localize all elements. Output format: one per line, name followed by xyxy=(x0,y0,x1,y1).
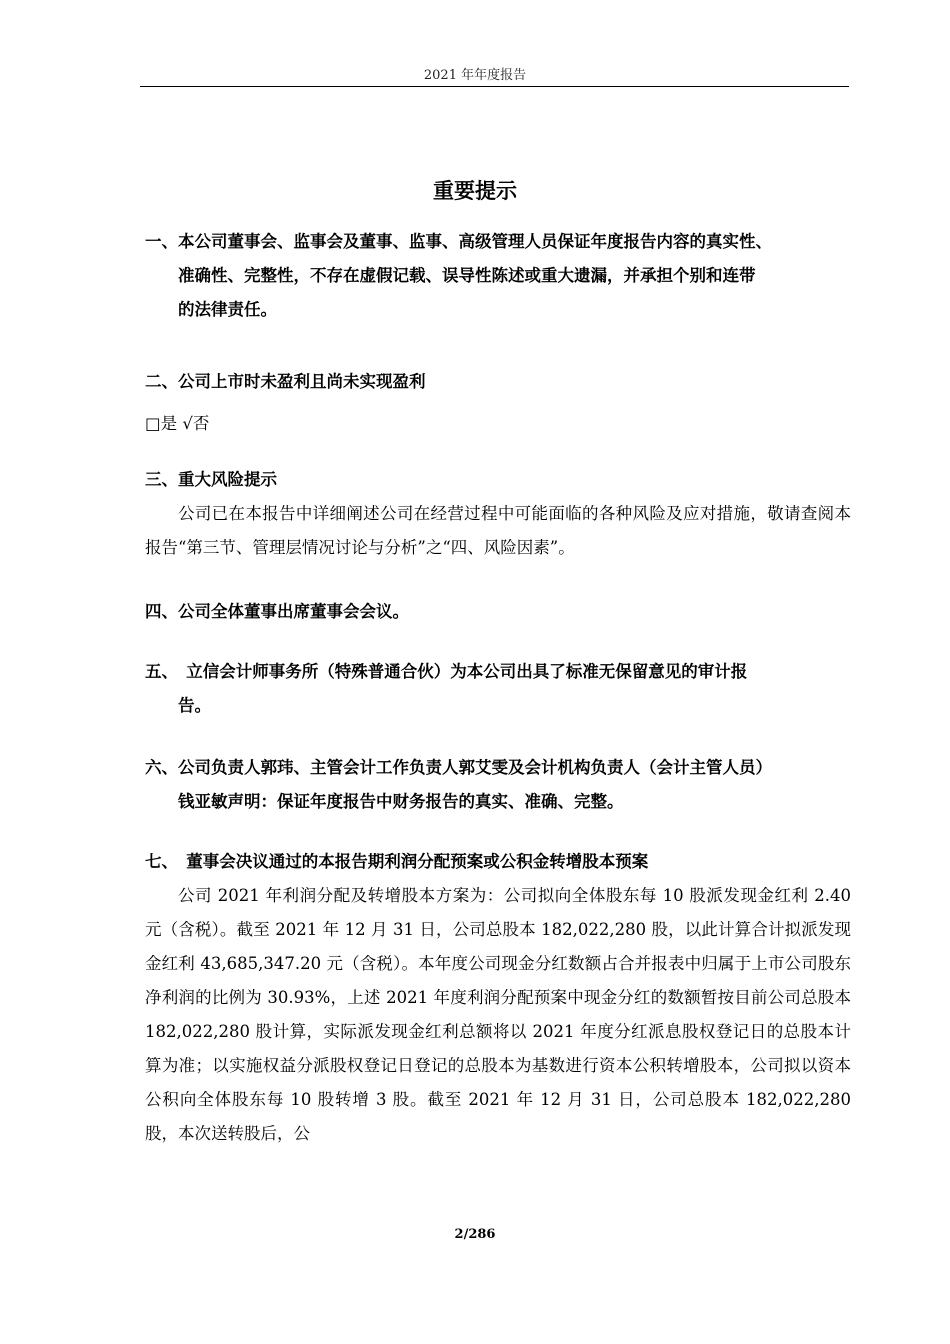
running-header: 2021 年年度报告 xyxy=(423,68,527,83)
page-title: 重要提示 xyxy=(433,179,517,203)
item-six-line-2: 钱亚敏声明：保证年度报告中财务报告的真实、准确、完整。 xyxy=(178,792,624,811)
section-item-four: 四、公司全体董事出席董事会会议。 xyxy=(145,602,409,621)
section-item-six xyxy=(145,751,851,819)
item-six-line-1: 六、公司负责人郭玮、主管会计工作负责人郭艾雯及会计机构负责人（会计主管人员） xyxy=(145,758,772,777)
page-number: 2/286 xyxy=(454,1227,496,1242)
section-item-one xyxy=(145,225,851,327)
item-one-line-2: 准确性、完整性，不存在虚假记载、误导性陈述或重大遗漏，并承担个别和连带 xyxy=(178,266,756,285)
section-item-seven: 七、 董事会决议通过的本报告期利润分配预案或公积金转增股本预案 xyxy=(145,852,649,871)
section-item-two: 二、公司上市时未盈利且尚未实现盈利 xyxy=(145,372,426,391)
section-item-three: 三、重大风险提示 xyxy=(145,470,277,489)
item-one-line-3: 的法律责任。 xyxy=(178,300,277,319)
item-five-line-2: 告。 xyxy=(178,696,211,715)
choice-line: □是 √否 xyxy=(145,414,210,433)
document-body xyxy=(145,225,851,1151)
dividend-paragraph: 公司 2021 年利润分配及转增股本方案为：公司拟向全体股东每 10 股派发现金红利 2.40 元（含税）。截至 2021 年 12 月 31 日，公司总股本 182,022,280 股，以此计算合计拟派发现金红利 43,685,347.20 元（含税）。本年度公司现金分红数额占合并报表中归属于上市公司股东净利润的比例为 30.93%，上述 2021 年度利润分配预案中现金分红的数额暂按目前公司总股本 182,022,280 股计算，实际派发现金红利总额将以 2021 年度分红派息股权登记日的总股本计算为准；以实施权益分派股权登记日登记的总股本为基数进行资本公积转增股本，公司拟以资本公积向全体股东每 10 股转增 3 股。截至 2021 年 12 月 31 日，公司总股本 182,022,280 股，本次送转股后，公 xyxy=(145,886,851,1143)
header-divider xyxy=(140,86,849,87)
section-item-five xyxy=(145,655,851,723)
item-five-line-1: 五、 立信会计师事务所（特殊普通合伙）为本公司出具了标准无保留意见的审计报 xyxy=(145,662,748,681)
item-one-line-1: 一、本公司董事会、监事会及董事、监事、高级管理人员保证年度报告内容的真实性、 xyxy=(145,232,772,251)
risk-paragraph: 公司已在本报告中详细阐述公司在经营过程中可能面临的各种风险及应对措施，敬请查阅本报告“第三节、管理层情况讨论与分析”之“四、风险因素”。 xyxy=(145,504,851,557)
